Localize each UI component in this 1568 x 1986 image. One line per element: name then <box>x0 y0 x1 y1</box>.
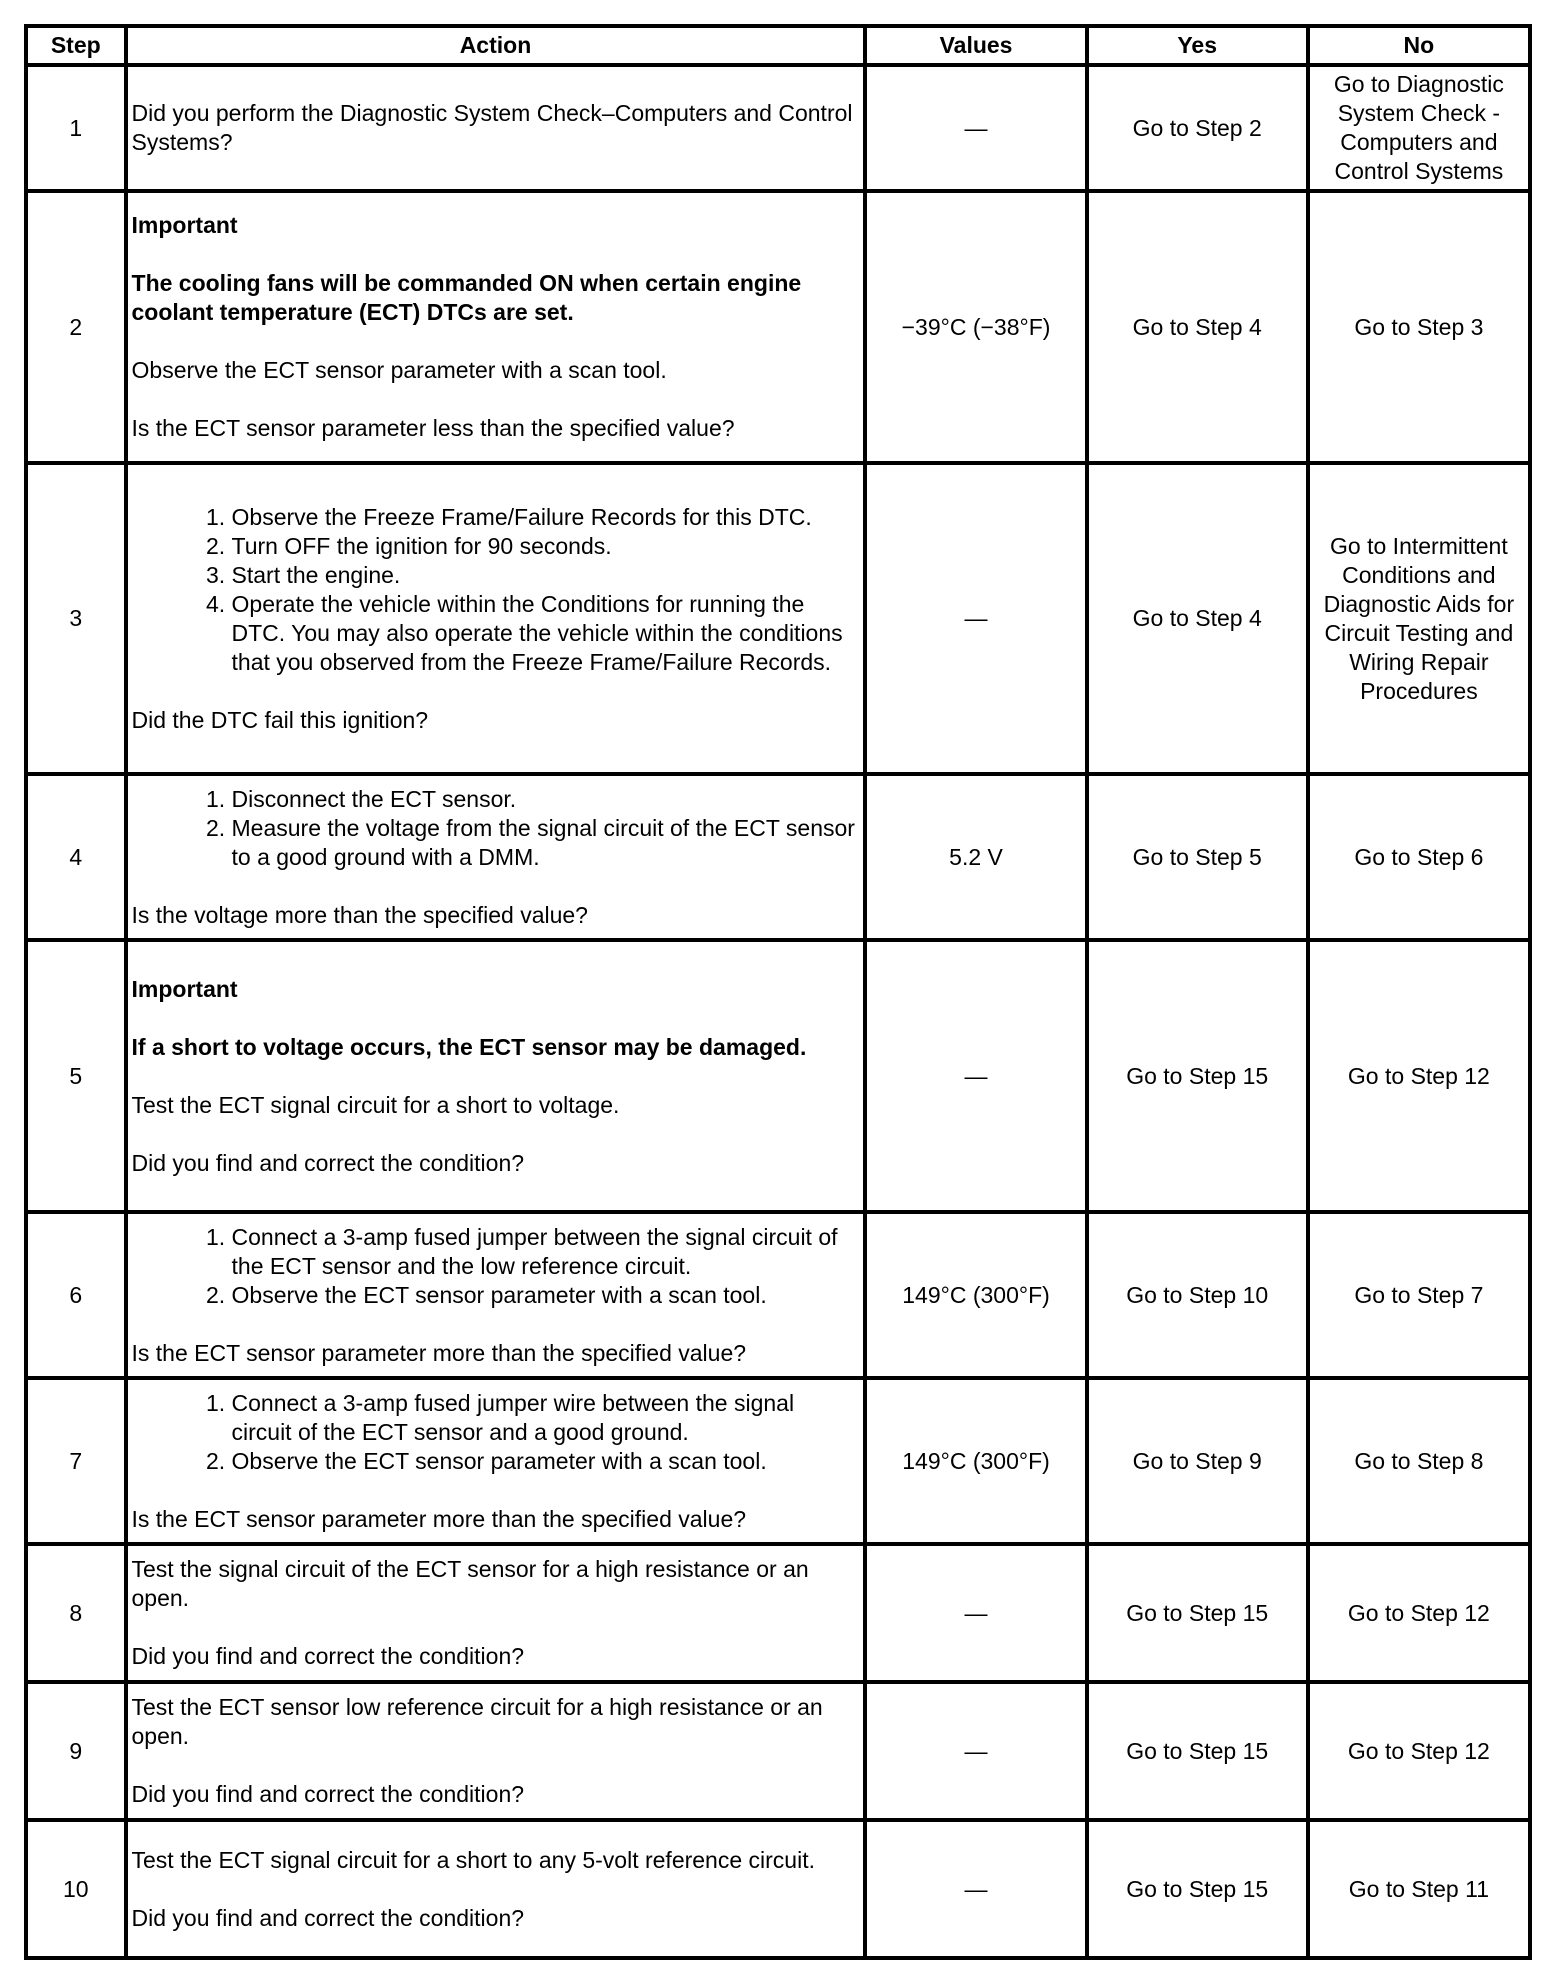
instruction-text: Test the ECT sensor low reference circuit for a high resistance or an open. <box>131 1694 823 1749</box>
header-yes: Yes <box>1087 26 1308 65</box>
value-cell: — <box>865 1820 1086 1958</box>
table-row <box>26 1820 1530 1958</box>
action-cell <box>126 65 866 191</box>
header-no: No <box>1308 26 1530 65</box>
procedure-list <box>132 1389 860 1476</box>
yes-cell: Go to Step 2 <box>1087 65 1308 191</box>
step-number: 1 <box>26 65 126 191</box>
yes-cell: Go to Step 15 <box>1087 1820 1308 1958</box>
step-number: 5 <box>26 940 126 1212</box>
table-row <box>26 191 1530 463</box>
yes-cell: Go to Step 10 <box>1087 1212 1308 1378</box>
value-cell: — <box>865 940 1086 1212</box>
value-cell: 149°C (300°F) <box>865 1378 1086 1544</box>
procedure-list <box>132 1223 860 1310</box>
no-cell: Go to Step 12 <box>1308 1544 1530 1682</box>
step-number: 7 <box>26 1378 126 1544</box>
yes-cell: Go to Step 4 <box>1087 463 1308 774</box>
procedure-list <box>132 503 860 677</box>
table-row <box>26 940 1530 1212</box>
table-row <box>26 65 1530 191</box>
procedure-list <box>132 785 860 872</box>
action-cell <box>126 1544 866 1682</box>
step-number: 2 <box>26 191 126 463</box>
no-cell: Go to Step 12 <box>1308 940 1530 1212</box>
no-cell: Go to Intermittent Conditions and Diagnostic Aids for Circuit Testing and Wiring Repair Procedures <box>1308 463 1530 774</box>
question-text: Is the ECT sensor parameter less than the specified value? <box>131 415 735 441</box>
value-cell: — <box>865 1682 1086 1820</box>
list-item: 1. Connect a 3-amp fused jumper between the signal circuit of the ECT sensor and the low reference circuit. <box>232 1223 860 1281</box>
table-row <box>26 1212 1530 1378</box>
action-text: Did you perform the Diagnostic System Check–Computers and Control Systems? <box>131 100 853 155</box>
value-cell: 149°C (300°F) <box>865 1212 1086 1378</box>
question-text: Did you find and correct the condition? <box>131 1149 525 1176</box>
question-text: Did you find and correct the condition? <box>131 1643 525 1669</box>
yes-cell: Go to Step 4 <box>1087 191 1308 463</box>
header-action: Action <box>126 26 866 65</box>
step-number: 8 <box>26 1544 126 1682</box>
yes-cell: Go to Step 15 <box>1087 1544 1308 1682</box>
no-cell: Go to Step 7 <box>1308 1212 1530 1378</box>
table-row <box>26 1682 1530 1820</box>
action-cell <box>126 940 866 1212</box>
value-cell: 5.2 V <box>865 774 1086 940</box>
question-text: Did you find and correct the condition? <box>131 1781 525 1807</box>
question-text: Did the DTC fail this ignition? <box>131 706 429 733</box>
no-cell: Go to Step 11 <box>1308 1820 1530 1958</box>
list-item: 3. Start the engine. <box>232 561 860 590</box>
instruction-text: Test the ECT signal circuit for a short to voltage. <box>131 1091 620 1118</box>
list-item: 1. Disconnect the ECT sensor. <box>232 785 860 814</box>
table-row <box>26 1544 1530 1682</box>
table-row <box>26 774 1530 940</box>
list-item: 1. Connect a 3-amp fused jumper wire between the signal circuit of the ECT sensor and a good ground. <box>232 1389 860 1447</box>
action-cell <box>126 191 866 463</box>
value-cell: — <box>865 1544 1086 1682</box>
important-heading: Important <box>131 975 238 1002</box>
action-cell <box>126 1378 866 1544</box>
instruction-text: Observe the ECT sensor parameter with a scan tool. <box>131 357 667 383</box>
question-text: Did you find and correct the condition? <box>131 1904 525 1931</box>
question-text: Is the voltage more than the specified value? <box>131 901 588 928</box>
action-cell <box>126 1682 866 1820</box>
important-heading: Important <box>131 212 238 238</box>
list-item: 2. Turn OFF the ignition for 90 seconds. <box>232 532 860 561</box>
value-cell: — <box>865 65 1086 191</box>
value-cell: — <box>865 463 1086 774</box>
yes-cell: Go to Step 9 <box>1087 1378 1308 1544</box>
no-cell: Go to Step 8 <box>1308 1378 1530 1544</box>
no-cell: Go to Step 12 <box>1308 1682 1530 1820</box>
diagnostic-table <box>24 24 1532 1960</box>
header-values: Values <box>865 26 1086 65</box>
no-cell: Go to Step 3 <box>1308 191 1530 463</box>
important-note: If a short to voltage occurs, the ECT sensor may be damaged. <box>131 1033 807 1060</box>
yes-cell: Go to Step 15 <box>1087 940 1308 1212</box>
list-item: 2. Observe the ECT sensor parameter with a scan tool. <box>232 1281 860 1310</box>
yes-cell: Go to Step 15 <box>1087 1682 1308 1820</box>
instruction-text: Test the signal circuit of the ECT sensor for a high resistance or an open. <box>131 1556 809 1611</box>
header-row <box>26 26 1530 65</box>
no-cell: Go to Diagnostic System Check - Computers and Control Systems <box>1308 65 1530 191</box>
important-note: The cooling fans will be commanded ON when certain engine coolant temperature (ECT) DTCs are set. <box>131 270 802 325</box>
action-cell <box>126 1212 866 1378</box>
list-item: 2. Measure the voltage from the signal circuit of the ECT sensor to a good ground with a DMM. <box>232 814 860 872</box>
list-item: 4. Operate the vehicle within the Conditions for running the DTC. You may also operate the vehicle within the conditions that you observed from the Freeze Frame/Failure Records. <box>232 590 860 677</box>
question-text: Is the ECT sensor parameter more than the specified value? <box>131 1505 747 1532</box>
table-row <box>26 463 1530 774</box>
action-cell <box>126 463 866 774</box>
action-cell <box>126 774 866 940</box>
question-text: Is the ECT sensor parameter more than the specified value? <box>131 1339 747 1366</box>
no-cell: Go to Step 6 <box>1308 774 1530 940</box>
header-step: Step <box>26 26 126 65</box>
step-number: 6 <box>26 1212 126 1378</box>
step-number: 3 <box>26 463 126 774</box>
instruction-text: Test the ECT signal circuit for a short to any 5-volt reference circuit. <box>131 1846 815 1873</box>
action-cell <box>126 1820 866 1958</box>
list-item: 1. Observe the Freeze Frame/Failure Records for this DTC. <box>232 503 860 532</box>
step-number: 4 <box>26 774 126 940</box>
value-cell: −39°C (−38°F) <box>865 191 1086 463</box>
yes-cell: Go to Step 5 <box>1087 774 1308 940</box>
step-number: 9 <box>26 1682 126 1820</box>
table-row <box>26 1378 1530 1544</box>
step-number: 10 <box>26 1820 126 1958</box>
list-item: 2. Observe the ECT sensor parameter with a scan tool. <box>232 1447 860 1476</box>
